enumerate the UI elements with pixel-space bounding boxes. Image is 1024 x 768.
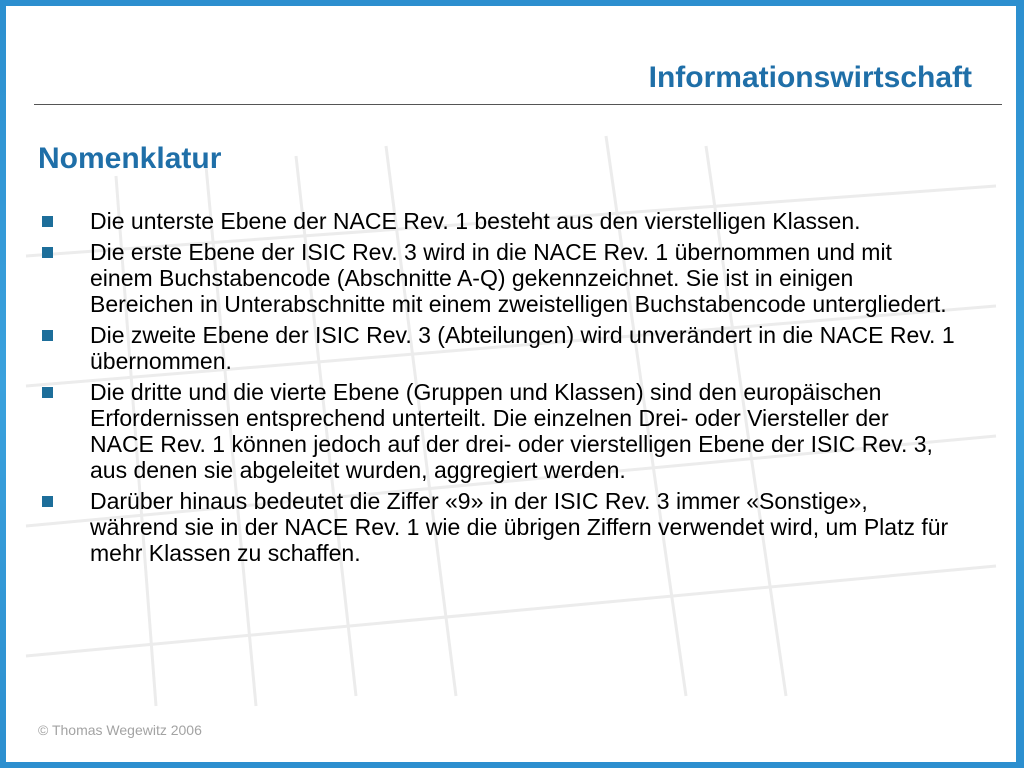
square-bullet-icon: [42, 330, 53, 341]
section-title: Nomenklatur: [38, 142, 222, 175]
slide: [6, 6, 1016, 762]
bullet-text: Die dritte und die vierte Ebene (Gruppen und Klassen) sind den europäischen Erfordernissen entsprechend unterteilt. Die einzelnen Drei- oder Viersteller der NACE Rev. 1 können jedoch auf der drei- oder vierstelligen Ebene der ISIC Rev. 3, aus denen sie abgeleitet wurden, aggregiert werden.: [90, 379, 933, 483]
list-item: [38, 379, 958, 483]
header-title: Informationswirtschaft: [648, 61, 972, 94]
header-divider: [34, 104, 1002, 105]
bullet-text: Die unterste Ebene der NACE Rev. 1 besteht aus den vierstelligen Klassen.: [90, 208, 861, 234]
footer-copyright: © Thomas Wegewitz 2006: [38, 722, 202, 738]
list-item: [38, 488, 958, 566]
square-bullet-icon: [42, 247, 53, 258]
square-bullet-icon: [42, 387, 53, 398]
list-item: [38, 208, 958, 234]
bullet-text: Die erste Ebene der ISIC Rev. 3 wird in die NACE Rev. 1 übernommen und mit einem Buchstabencode (Abschnitte A-Q) gekennzeichnet. Sie ist in einigen Bereichen in Unterabschnitte mit einem zweistelligen Buchstabencode untergliedert.: [90, 239, 947, 317]
list-item: [38, 239, 958, 317]
bullet-text: Die zweite Ebene der ISIC Rev. 3 (Abteilungen) wird unverändert in die NACE Rev. 1 übernommen.: [90, 322, 955, 374]
bullet-list: [38, 208, 958, 571]
bullet-text: Darüber hinaus bedeutet die Ziffer «9» in der ISIC Rev. 3 immer «Sonstige», während sie in der NACE Rev. 1 wie die übrigen Ziffern verwendet wird, um Platz für mehr Klassen zu schaffen.: [90, 488, 949, 566]
list-item: [38, 322, 958, 374]
square-bullet-icon: [42, 216, 53, 227]
square-bullet-icon: [42, 496, 53, 507]
